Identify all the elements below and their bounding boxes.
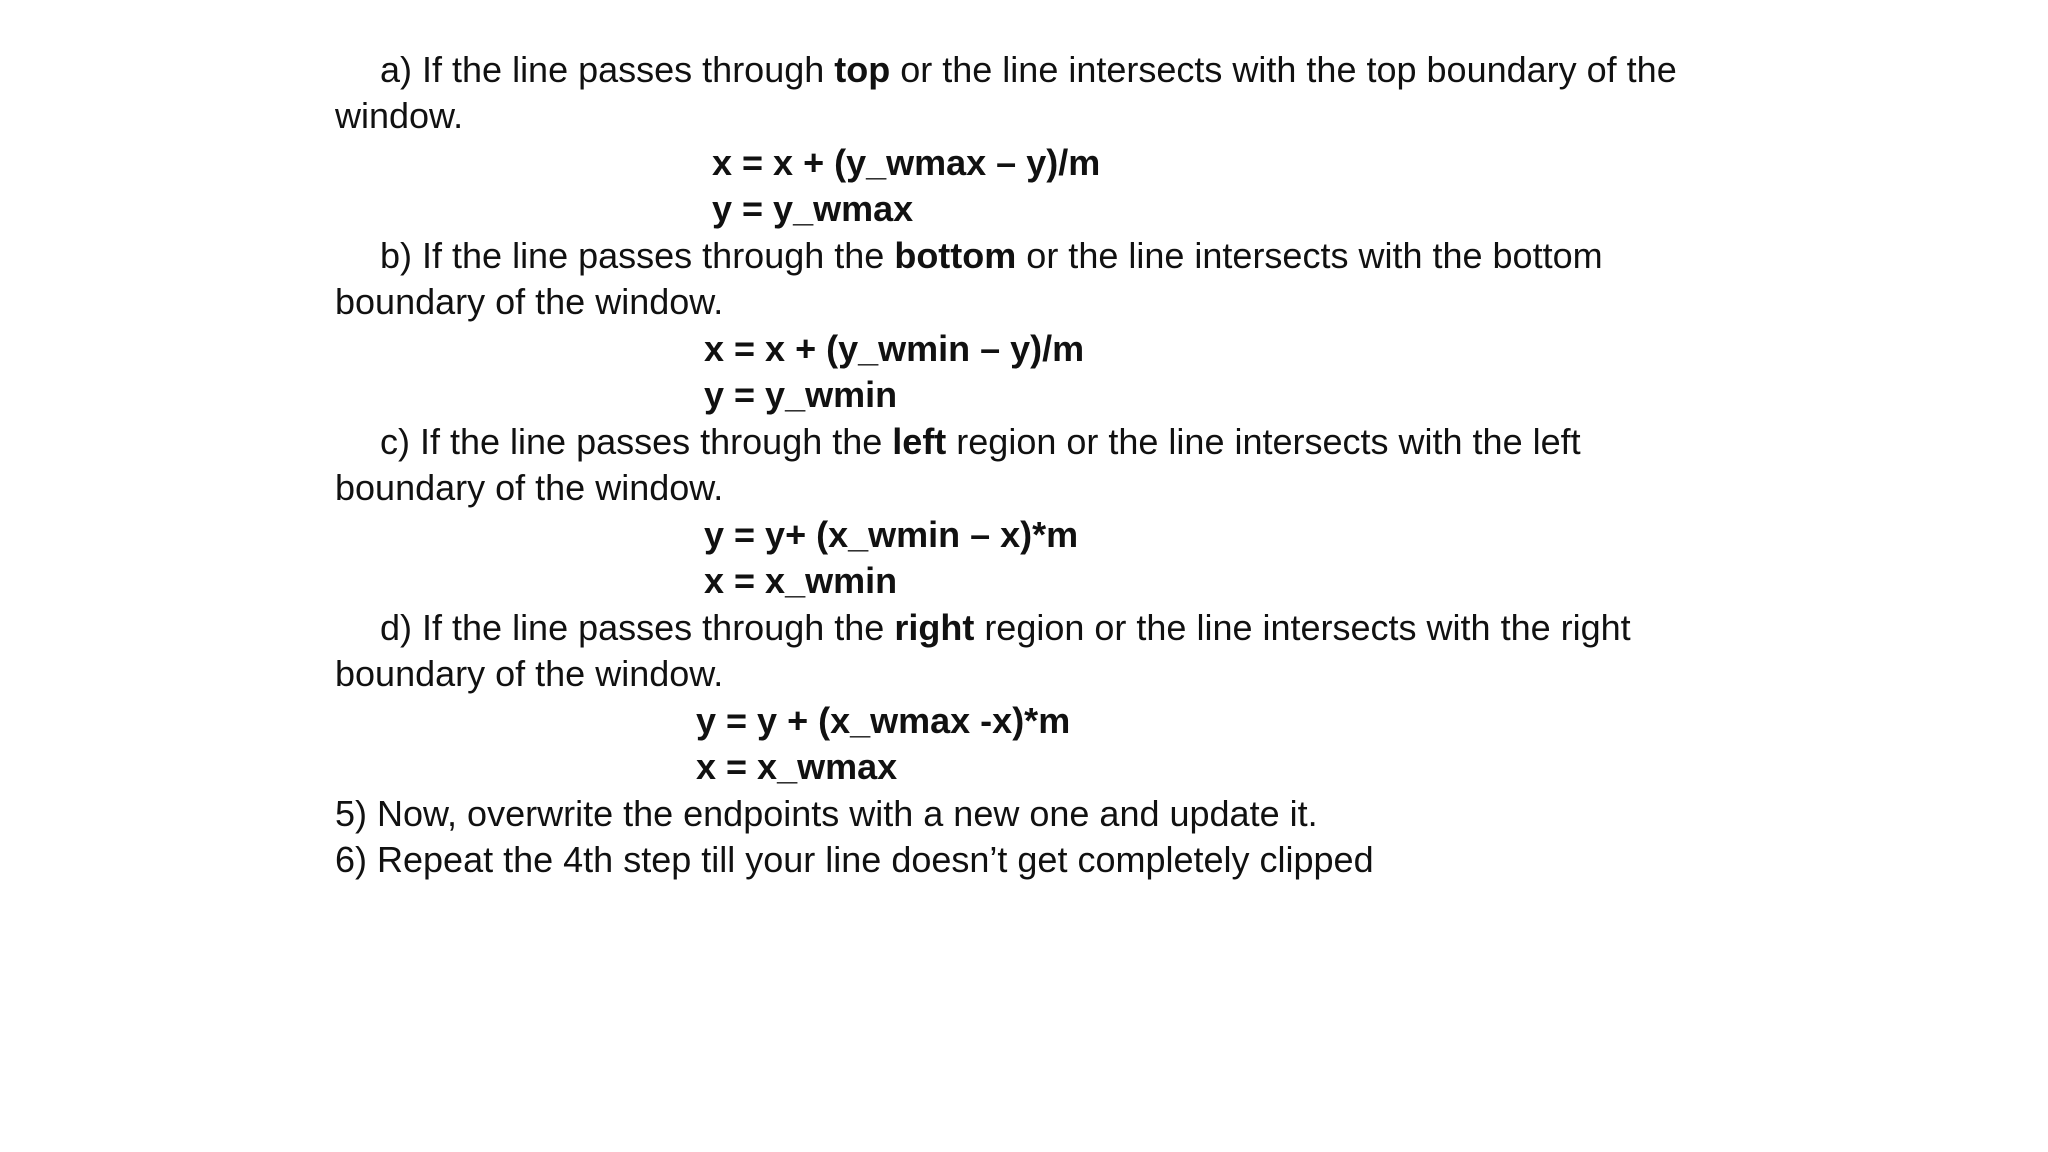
case-d-pre: d) If the line passes through the [380, 607, 895, 648]
case-a-equation-1: x = x + (y_wmax – y)/m [712, 142, 1101, 183]
case-c-continuation: boundary of the window. [335, 467, 724, 508]
case-a-equation-2: y = y_wmax [712, 188, 914, 229]
case-b-equation-1: x = x + (y_wmin – y)/m [704, 328, 1085, 369]
case-d-text [380, 605, 1631, 651]
case-d-equation-1: y = y + (x_wmax -x)*m [696, 700, 1071, 741]
step-6: 6) Repeat the 4th step till your line doesn’t get completely clipped [335, 839, 1374, 880]
case-d-continuation: boundary of the window. [335, 653, 724, 694]
step-5: 5) Now, overwrite the endpoints with a new one and update it. [335, 793, 1318, 834]
case-b-text [380, 233, 1603, 279]
case-c-pre: c) If the line passes through the [380, 421, 893, 462]
case-a-keyword: top [834, 49, 891, 90]
case-d-post: region or the line intersects with the right [974, 607, 1631, 648]
case-a-text [380, 47, 1677, 93]
case-a-continuation: window. [335, 95, 464, 136]
case-b-pre: b) If the line passes through the [380, 235, 895, 276]
case-b-post: or the line intersects with the bottom [1016, 235, 1603, 276]
case-d-keyword: right [894, 607, 975, 648]
case-d-equation-2: x = x_wmax [696, 746, 898, 787]
case-c-text [380, 419, 1581, 465]
case-c-post: region or the line intersects with the left [946, 421, 1581, 462]
case-c-keyword: left [892, 421, 947, 462]
case-b-continuation: boundary of the window. [335, 281, 724, 322]
case-a-post: or the line intersects with the top boundary of the [890, 49, 1677, 90]
case-c-equation-2: x = x_wmin [704, 560, 898, 601]
case-c-equation-1: y = y+ (x_wmin – x)*m [704, 514, 1079, 555]
case-a-pre: a) If the line passes through [380, 49, 835, 90]
case-b-equation-2: y = y_wmin [704, 374, 898, 415]
case-b-keyword: bottom [894, 235, 1017, 276]
